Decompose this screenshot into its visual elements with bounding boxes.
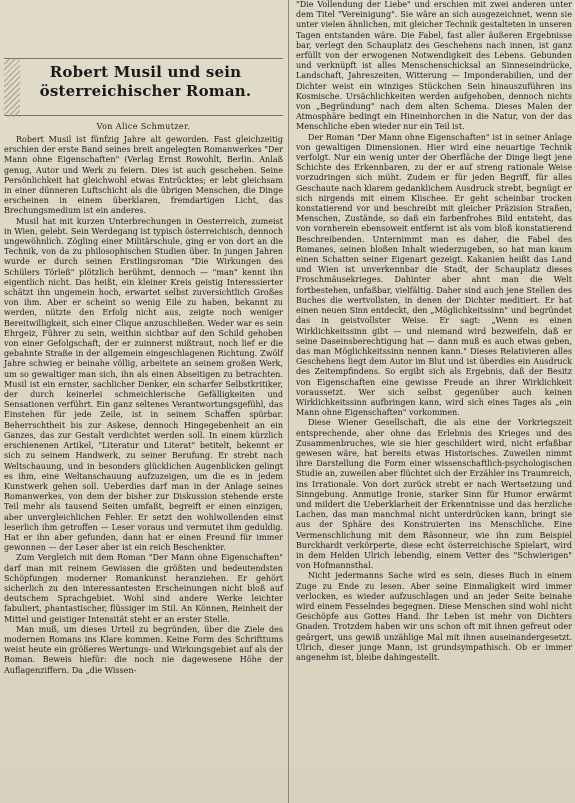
right-column <box>290 0 575 803</box>
article-byline: Von Alice Schmutzer. <box>96 122 191 131</box>
headline-box <box>4 58 283 116</box>
paragraph: Zum Vergleich mit dem Roman "Der Mann ohne Eigenschaften" darf man mit reinem Gewissen die größten und bedeutendsten Schöpfungen moderner Romankunst heranziehen. Er gehört sicherlich zu den interessantesten Erscheinungen nicht bloß auf deutschem Sprachgebiet. Wohl sind andere Werke leichter fabuliert, phantastischer, flüssiger im Stil. An Können, Reinheit der Mittel und geistiger Intensität steht er an erster Stelle. <box>4 553 283 624</box>
paragraph: Man muß, um dieses Urteil zu begründen, über die Ziele des modernen Romans ins Klare kommen. Keine Form des Schrifttums weist heute ein größeres Wertungs- und Wirkungsgebiet auf als der Roman. Beweis hiefür: die noch nie dagewesene Höhe der Auflagenziffern. Da „die Wissen- <box>4 624 283 675</box>
article-title: Robert Musil und sein österreichischer Roman. <box>39 63 252 100</box>
paragraph: "Die Vollendung der Liebe" und erschien mit zwei anderen unter dem Titel "Vereinigung". Sie wäre an sich ausgezeichnet, wenn sie unter vielen ähnlichen, mit gleicher Technik gestalteten in unseren Tagen entstanden wäre. Die Fabel, fast aller äußeren Ergebnisse bar, verlegt den Schauplatz des Geschehens nach innen, ist ganz erfüllt von der erwogenen Notwendigkeit des Lebens. Gebunden und verknüpft ist alles Menschenschicksal an Sinneseindrücke, Landschaft, Jahreszeiten, Witterung — Imponderabilien, und der Dichter weist ein winziges Stückchen Sein hinauszuführen ins Kosmische. Ursächlichkeiten werden aufgehoben, dennoch nichts von „Begründung" nach dem alten Schema. Dieses Malen der Atmosphäre bedingt ein Hineinhorchen in die Natur, von der das Menschliche eben wieder nur ein Teil ist. <box>296 0 572 132</box>
paragraph: Musil hat mit kurzen Unterbrechungen in Oesterreich, zumeist in Wien, gelebt. Sein Werdegang ist typisch österreichisch, dennoch ungewöhnlich. Zögling einer Militärschule, ging er von dort an die Technik, von da zu philosophischen Studien über. In jungen Jahren wurde er durch seinen Erstlingsroman "Die Wirkungen des Schülers Törleß" plötzlich berühmt, dennoch — "man" kennt ihn eigentlich nicht. Das heißt, ein kleiner Kreis geistig Interessierter schätzt ihn ungemein hoch, erwartet selbst zuversichtlich Großes von ihm. Aber er scheint so wenig Eile zu haben, bekannt zu werden, nützte den Erfolg nicht aus, zeigte noch weniger Bereitwilligkeit, sich einer Clique anzuschließen. Weder war es sein Ehrgeiz, Führer zu sein, weithin sichtbar auf den Schild gehoben von einer Gefolgschaft, der er zuinnerst mißtraut, noch lief er die gebahnte Straße in der allgemein eingeschlagenen Richtung. Zwölf Jahre schwieg er beinahe völlig, arbeitete an seinem großen Werk, um so gewaltiger man sich, ihn als einen Abseitigen zu betrachten. Musil ist ein ernster, sachlicher Denker, ein scharfer Selbstkritiker, der durch keinerlei schmeichlerische Gefälligkeiten und Sensationen verführt. Ein ganz seltenes Verantwortungsgefühl, das Einstehen für jede Zeile, ist in seinem Schaffen spürbar. Beherrschtheit bis zur Askese, dennoch Hingegebenheit an ein Ganzes, das zur Gestalt verdichtet werden soll. In einem kürzlich erschienenen Artikel, "Literatur und Literat" betitelt, bekennt er sich zu seinem Handwerk, zu seiner Berufung. Er strebt nach Weltschauung, und in besonders glücklichen Augenblicken gelingt es ihm, eine Weltanschauung aufzuzeigen, um die es in jedem Kunstwerk gehen soll. Ueberdies darf man in der Anlage seines Romanwerkes, von dem der bisher zur Diskussion stehende erste Teil mehr als tausend Seiten umfaßt, begreift er einen einzigen, aber unvergleichlichen Fehler. Er setzt den wohlwollenden einst leserlich ihm getroffen — Leser voraus und vermutet ihm geduldig. Hat er ihn aber gefunden, dann hat er einen Freund für immer gewonnen — der Leser aber ist ein reich Beschenkter. <box>4 216 283 553</box>
paragraph: Robert Musil ist fünfzig Jahre alt geworden. Fast gleichzeitig erschien der erste Band seines breit angelegten Romanwerkes "Der Mann ohne Eigenschaften" (Verlag Ernst Rowohlt, Berlin. Anlaß genug, Autor und Werk zu feiern. Dies ist auch geschehen. Seine Persönlichkeit hat gleichwohl etwas Entrücktes; er lebt gleichsam in einer dünneren Luftschicht als die übrigen Menschen, die Dinge erscheinen in einem überklaren, fremdartigen Licht, das Brechungsmedium ist ein anderes. <box>4 135 283 216</box>
paragraph: Der Roman "Der Mann ohne Eigenschaften" ist in seiner Anlage von gewaltigen Dimensionen. Hier wird eine neuartige Technik verfolgt. Nur ein wenig unter der Oberfläche der Dinge liegt jene Schichte des Erkennbaren, zu der er auf streng rationale Weise vorzudringen sich müht. Zudem er für jeden Begriff, für alles Geschaute nach klarem gedanklichem Ausdruck strebt, begnügt er sich nirgends mit einem Klischee. Er geht scheinbar trocken konstatierend vor und beschreibt mit gleicher Präzision Straßen, Menschen, Zustände, so daß ein farbenfrohes Bild entsteht, das von vornherein ebensoweit entfernt ist als vom bloß konstatierend Beschreibenden. Unternimmt man es daher, die Fabel des Romanes, seinen bloßen Inhalt wiederzugeben, so hat man kaum einen Schatten seiner Eigenart gezeigt. Kakanien heißt das Land und Wien ist unverkennbar die Stadt, der Schauplatz dieses Froschmäusekrieges. Dahinter aber ahnt man die Welt fortbestehen, unfaßbar, vielfältig. Daher sind auch jene Stellen des Buches die wertvollsten, in denen der Dichter meditiert. Er hat einen neuen Sinn entdeckt, den „Möglichkeitssinn" und begründet das in geistvollster Weise. Er sagt: „Wenn es einen Wirklichkeitssinn gibt — und niemand wird bezweifeln, daß er seine Daseinsberechtigung hat — dann muß es auch etwas geben, das man Möglichkeitssinn nennen kann." Dieses Relativieren alles Geschehens liegt dem Autor im Blut und ist überdies ein Ausdruck des Zeitempfindens. So ergibt sich als Ergebnis, daß der Besitz von Eigenschaften eine gewisse Freude an ihrer Wirklichkeit voraussetzt. Wer sich selbst gegenüber auch keinen Wirklichkeitssinn aufbringen kann, wird sich eines Tages als „ein Mann ohne Eigenschaften" vorkommen. <box>296 132 572 418</box>
paragraph: Nicht jedermanns Sache wird es sein, dieses Buch in einem Zuge zu Ende zu lesen. Aber seine Einmaligkeit wird immer verlocken, es wieder aufzuschlagen und an jeder Seite beinahe wird einem Fesselndes begegnen. Diese Menschen sind wohl nicht Geschöpfe aus Gottes Hand. Ihr Leben ist mehr von Dichters Gnaden. Trotzdem haben wir uns schon oft mit ihnen gefreut oder geärgert, uns gewiß unzählige Mal mit ihnen auseinandergesetzt. Ulrich, dieser junge Mann, ist grundsympathisch. Ob er immer angenehm ist, bleibe dahingestellt. <box>296 571 572 662</box>
paragraph: Diese Wiener Gesellschaft, die als eine der Vorkriegszeit entsprechende, aber ohne das Erlebnis des Krieges und des Zusammenbruches, wie sie hier geschildert wird, nicht erfaßbar gewesen wäre, hat bereits etwas Historisches. Zuweilen nimmt ihre Darstellung die Form einer wissenschaftlich-psychologischen Studie an, zuweilen aber flüchtet sich der Erzähler ins Traumreich, ins Irrationale. Von dort zurück strebt er nach Wertsetzung und Sinngebung. Anmutige Ironie, starker Sinn für Humor erwärmt und mildert die Ueberklarheit der Erkenntnisse und das herzliche Lachen, das man manchmal nicht unterdrücken kann, bringt sie aus der Sphäre des Konstruierten ins Menschliche. Eine Vermenschlichung mit dem Räsonneur, wie ihn zum Beispiel Burckhardt verkörperte, diese echt österreichische Spielart, wird in dem Helden Ulrich lebendig, einem Vetter des "Schwierigen" von Hofmannsthal. <box>296 418 572 571</box>
